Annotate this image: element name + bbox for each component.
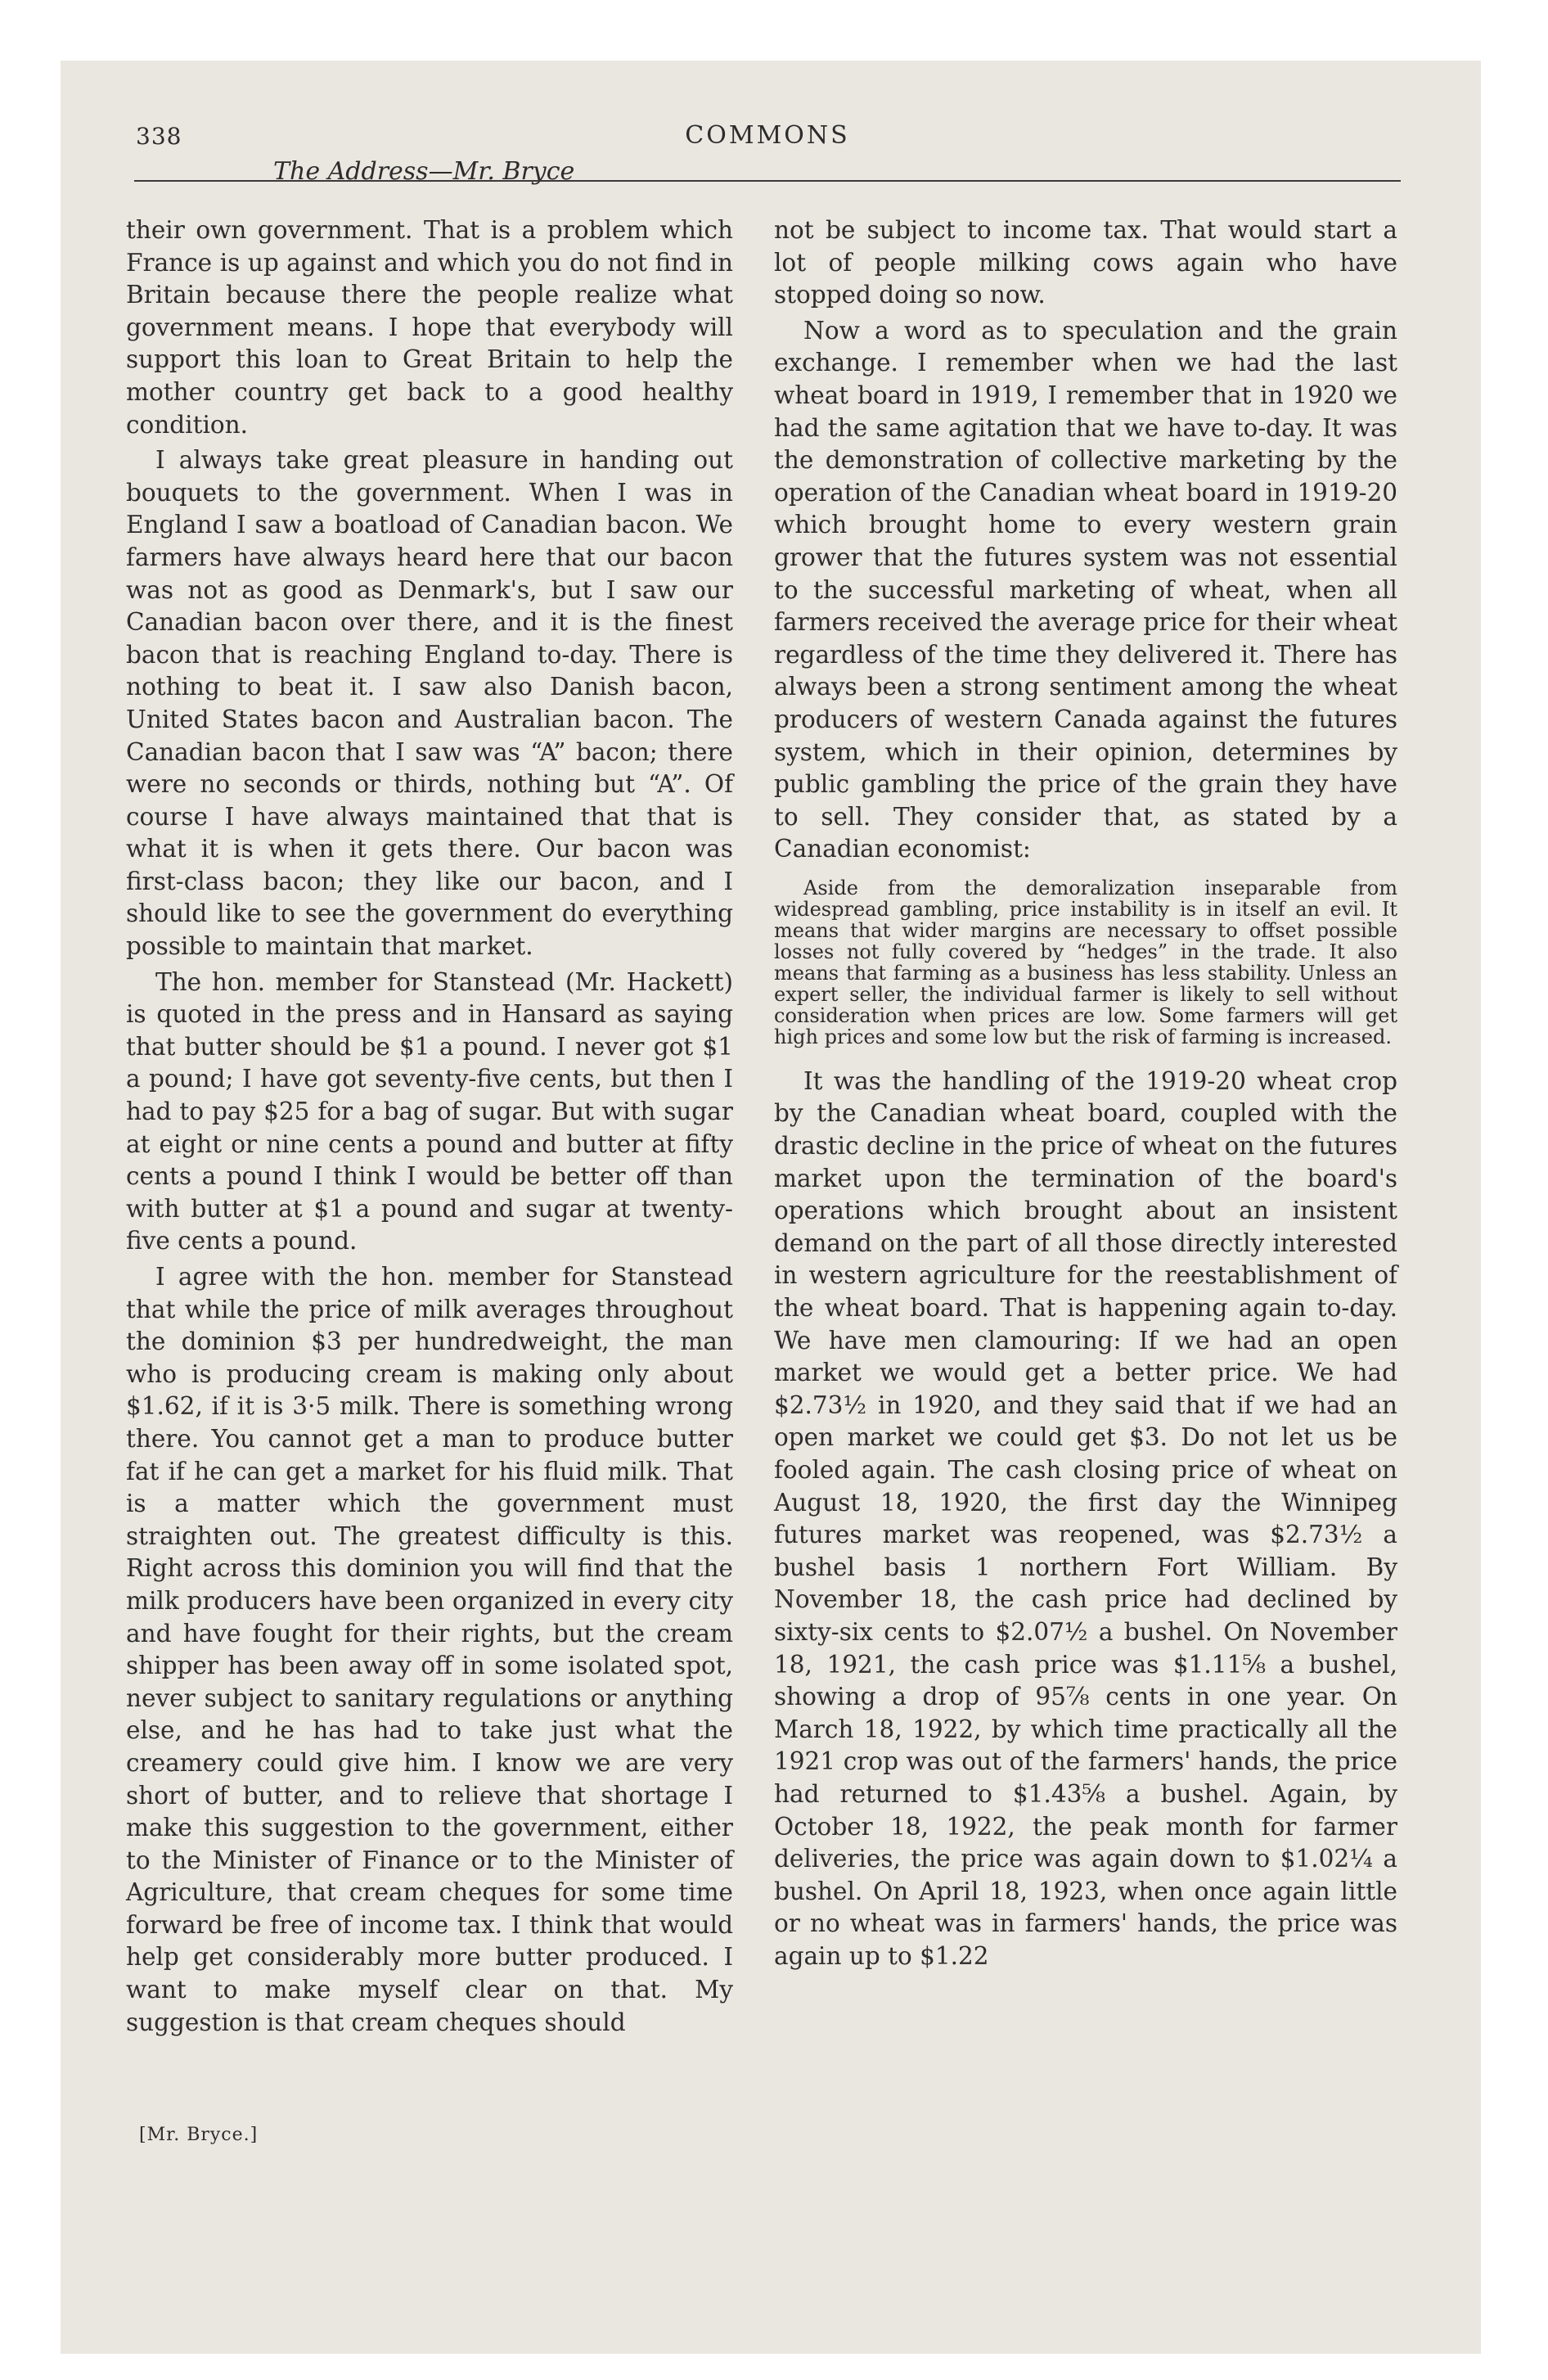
right-column	[774, 214, 1397, 1977]
paragraph: The hon. member for Stanstead (Mr. Hackett) is quoted in the press and in Hansard as saying that butter should be $1 a pound. I never got $1 a pound; I have got seventy-five cents, but then I had to pay $25 for a bag of sugar. But with sugar at eight or nine cents a pound and butter at fifty cents a pound I think I would be better off than with butter at $1 a pound and sugar at twenty-five cents a pound.	[126, 967, 733, 1255]
running-head-subtitle: The Address—Mr. Bryce	[273, 157, 575, 186]
paragraph: It was the handling of the 1919-20 wheat crop by the Canadian wheat board, coupled with the drastic decline in the price of wheat on the futures market upon the termination of the board's operations which brought about an insistent demand on the part of all those directly interested in western agriculture for the reestablishment of the wheat board. That is happening again to-day. We have men clamouring: If we had an open market we would get a better price. We had $2.73½ in 1920, and they said that if we had an open market we could get $3. Do not let us be fooled again. The cash closing price of wheat on August 18, 1920, the first day the Winnipeg futures market was reopened, was $2.73½ a bushel basis 1 northern Fort William. By November 18, the cash price had declined by sixty-six cents to $2.07½ a bushel. On November 18, 1921, the cash price was $1.11⅝ a bushel, showing a drop of 95⅞ cents in one year. On March 18, 1922, by which time practically all the 1921 crop was out of the farmers' hands, the price had returned to $1.43⅝ a bushel. Again, by October 18, 1922, the peak month for farmer deliveries, the price was again down to $1.02¼ a bushel. On April 18, 1923, when once again little or no wheat was in farmers' hands, the price was again up to $1.22	[774, 1066, 1397, 1970]
left-column	[126, 214, 733, 2042]
quote-text: Aside from the demoralization inseparable from widespread gambling, price instability is in itself an evil. It means that wider margins are necessary to offset possible losses not fully covered by “hedges” in the trade. It also means that farming as a business has less stability. Unless an expert seller, the individual farmer is likely to sell without consideration when prices are low. Some farmers will get high prices and some low but the risk of farming is increased.	[774, 876, 1397, 1048]
running-head-title: COMMONS	[685, 121, 850, 150]
page-header	[136, 116, 1399, 198]
paragraph: Now a word as to speculation and the grain exchange. I remember when we had the last wheat board in 1919, I remember that in 1920 we had the same agitation that we have to-day. It was the demonstration of collective marketing by the operation of the Canadian wheat board in 1919-20 which brought home to every western grain grower that the futures system was not essential to the successful marketing of wheat, when all farmers received the average price for their wheat regardless of the time they delivered it. There has always been a strong sentiment among the wheat producers of western Canada against the futures system, which in their opinion, determines by public gambling the price of the grain they have to sell. They consider that, as stated by a Canadian economist:	[774, 316, 1397, 863]
header-rule	[134, 180, 1401, 182]
document-page	[61, 61, 1481, 2354]
block-quote	[774, 877, 1397, 1048]
paragraph: I always take great pleasure in handing out bouquets to the government. When I was in England I saw a boatload of Canadian bacon. We farmers have always heard here that our bacon was not as good as Denmark's, but I saw our Canadian bacon over there, and it is the finest bacon that is reaching England to-day. There is nothing to beat it. I saw also Danish bacon, United States bacon and Australian bacon. The Canadian bacon that I saw was “A” bacon; there were no seconds or thirds, nothing but “A”. Of course I have always maintained that that is what it is when it gets there. Our bacon was first-class bacon; they like our bacon, and I should like to see the government do everything possible to maintain that market.	[126, 446, 733, 961]
paragraph: not be subject to income tax. That would start a lot of people milking cows again who have stopped doing so now.	[774, 216, 1397, 309]
page-number: 338	[136, 123, 182, 150]
paragraph: their own government. That is a problem which France is up against and which you do not find in Britain because there the people realize what government means. I hope that everybody will support this loan to Great Britain to help the mother country get back to a good healthy condition.	[126, 216, 733, 439]
paragraph: I agree with the hon. member for Stanstead that while the price of milk averages throughout the dominion $3 per hundredweight, the man who is producing cream is making only about $1.62, if it is 3·5 milk. There is something wrong there. You cannot get a man to produce butter fat if he can get a market for his fluid milk. That is a matter which the government must straighten out. The greatest difficulty is this. Right across this dominion you will find that the milk producers have been organized in every city and have fought for their rights, but the cream shipper has been away off in some isolated spot, never subject to sanitary regulations or anything else, and he has had to take just what the creamery could give him. I know we are very short of butter, and to relieve that shortage I make this suggestion to the government, either to the Minister of Finance or to the Minister of Agriculture, that cream cheques for some time forward be free of income tax. I think that would help get considerably more butter produced. I want to make myself clear on that. My suggestion is that cream cheques should	[126, 1263, 733, 2036]
speaker-footer-tag: [Mr. Bryce.]	[139, 2125, 259, 2145]
